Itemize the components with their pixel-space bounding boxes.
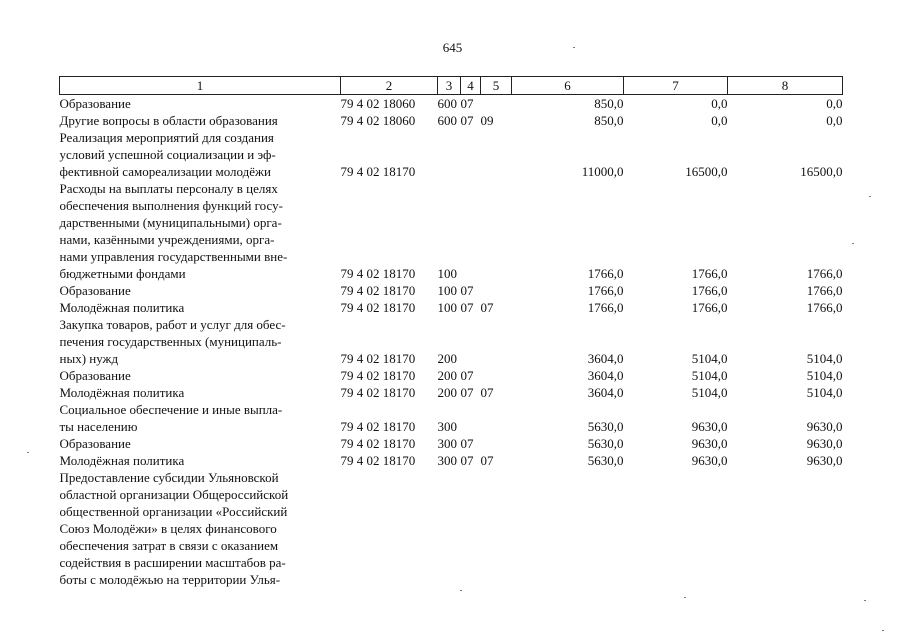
scan-speck [573,47,575,48]
row-name [60,299,341,316]
amount-col-8: 5104,0 [806,351,843,366]
section [461,180,481,282]
target-code: 79 4 02 18170 [340,164,416,179]
column-header: 1 [60,77,341,95]
expense-type: 300 [437,436,457,451]
row-name-line: дарственными (муниципальными) орга- [59,215,282,230]
subsection [481,469,512,588]
amount-col-7: 1766,0 [691,266,728,281]
expense-type: 100 [437,266,457,281]
amount-col-6: 850,0 [594,96,624,111]
amount-col-7: 5104,0 [691,351,728,366]
scan-speck [852,243,854,244]
amount-col-7: 5104,0 [691,368,728,383]
amount-col-6: 11000,0 [581,164,624,179]
amount-col-6: 5630,0 [587,419,624,434]
subsection: 07 [480,453,494,468]
row-name-line: Закупка товаров, работ и услуг для обес- [59,317,286,332]
subsection [481,367,512,384]
row-name-line: Образование [59,283,131,298]
page-number: 645 [442,40,463,55]
target-code: 79 4 02 18170 [340,385,416,400]
row-name-line: Другие вопросы в области образования [59,113,278,128]
target-code: 79 4 02 18170 [340,351,416,366]
row-name [60,282,341,299]
budget-table [59,76,843,588]
amount-col-6 [512,469,624,588]
row-name-line: обеспечения затрат в связи с оказанием [59,538,279,553]
section: 07 [460,96,474,111]
amount-col-6: 3604,0 [587,368,624,383]
row-name-line: Молодёжная политика [59,385,185,400]
section: 07 [460,113,474,128]
amount-col-8: 1766,0 [806,300,843,315]
row-name [60,316,341,367]
scan-speck [684,597,686,598]
scan-speck [869,196,871,197]
column-header: 7 [624,77,728,95]
expense-type: 600 [437,96,457,111]
expense-type: 200 [437,351,457,366]
subsection [481,129,512,180]
table-row [60,469,843,588]
section [461,401,481,435]
row-name-line: условий успешной социализации и эф- [59,147,276,162]
expense-type: 200 [437,385,457,400]
column-header: 5 [481,77,512,95]
row-name-line: Молодёжная политика [59,453,185,468]
amount-col-6: 1766,0 [587,266,624,281]
row-name-line: печения государственных (муниципаль- [59,334,282,349]
table-row [60,129,843,180]
target-code: 79 4 02 18060 [340,113,416,128]
subsection [481,180,512,282]
row-name-line: нами управления государственными вне- [59,249,288,264]
table-row [60,367,843,384]
expense-type [438,469,461,588]
row-name [60,180,341,282]
amount-col-7: 16500,0 [685,164,728,179]
amount-col-7 [624,469,728,588]
table-row [60,384,843,401]
target-code [341,469,438,588]
target-code: 79 4 02 18170 [340,300,416,315]
scan-speck [27,452,29,453]
row-name-line: ных) нужд [59,351,119,366]
row-name-line: Союз Молодёжи» в целях финансового [59,521,277,536]
amount-col-8: 0,0 [826,96,843,111]
row-name-line: фективной самореализации молодёжи [59,164,271,179]
table-row [60,435,843,452]
amount-col-6: 3604,0 [587,351,624,366]
subsection: 07 [480,385,494,400]
subsection [481,95,512,113]
expense-type: 200 [437,368,457,383]
scan-speck [864,600,866,601]
amount-col-8: 1766,0 [806,266,843,281]
row-name-line: Молодёжная политика [59,300,185,315]
row-name-line: Образование [59,436,131,451]
subsection [481,316,512,367]
target-code: 79 4 02 18170 [340,368,416,383]
scan-speck [460,590,462,591]
section [461,469,481,588]
row-name [60,384,341,401]
column-number-row [60,77,843,95]
row-name-line: содействия в расширении масштабов ра- [59,555,286,570]
expense-type: 100 [437,300,457,315]
section: 07 [460,385,474,400]
subsection: 09 [480,113,494,128]
row-name-line: областной организации Общероссийской [59,487,289,502]
row-name-line: Социальное обеспечение и иные выпла- [59,402,283,417]
section [461,129,481,180]
amount-col-8: 5104,0 [806,385,843,400]
amount-col-7: 0,0 [711,113,728,128]
table-row [60,95,843,113]
row-name-line: Образование [59,96,131,111]
amount-col-8: 9630,0 [806,453,843,468]
column-header: 3 [438,77,461,95]
target-code: 79 4 02 18170 [340,453,416,468]
target-code: 79 4 02 18170 [340,419,416,434]
amount-col-7: 9630,0 [691,436,728,451]
amount-col-8 [728,469,843,588]
row-name [60,367,341,384]
subsection [481,401,512,435]
section: 07 [460,453,474,468]
expense-type: 300 [437,419,457,434]
amount-col-6: 1766,0 [587,300,624,315]
subsection: 07 [480,300,494,315]
table-row [60,180,843,282]
column-header: 4 [461,77,481,95]
amount-col-8: 1766,0 [806,283,843,298]
row-name [60,435,341,452]
row-name [60,452,341,469]
table-row [60,316,843,367]
amount-col-7: 9630,0 [691,453,728,468]
row-name-line: Образование [59,368,131,383]
amount-col-7: 9630,0 [691,419,728,434]
table-body [60,95,843,589]
column-header: 6 [512,77,624,95]
target-code: 79 4 02 18170 [340,436,416,451]
row-name [60,95,341,113]
amount-col-8: 16500,0 [800,164,843,179]
section [461,316,481,367]
section: 07 [460,368,474,383]
row-name-line: Предоставление субсидии Ульяновской [59,470,279,485]
row-name-line: боты с молодёжью на территории Улья- [59,572,281,587]
table-row [60,112,843,129]
amount-col-6: 3604,0 [587,385,624,400]
target-code: 79 4 02 18170 [340,283,416,298]
section: 07 [460,436,474,451]
expense-type: 600 [437,113,457,128]
table-row [60,452,843,469]
amount-col-7: 0,0 [711,96,728,111]
row-name [60,469,341,588]
scan-speck [882,630,884,631]
row-name [60,112,341,129]
expense-type: 100 [437,283,457,298]
row-name-line: Реализация мероприятий для создания [59,130,274,145]
expense-type [438,129,461,180]
row-name-line: нами, казёнными учреждениями, орга- [59,232,275,247]
row-name-line: бюджетными фондами [59,266,186,281]
amount-col-8: 9630,0 [806,419,843,434]
amount-col-8: 5104,0 [806,368,843,383]
amount-col-6: 5630,0 [587,453,624,468]
column-header: 8 [728,77,843,95]
target-code: 79 4 02 18170 [340,266,416,281]
subsection [481,435,512,452]
amount-col-6: 850,0 [594,113,624,128]
column-header: 2 [341,77,438,95]
amount-col-7: 1766,0 [691,300,728,315]
row-name-line: обеспечения выполнения функций госу- [59,198,283,213]
amount-col-7: 1766,0 [691,283,728,298]
row-name [60,401,341,435]
table-row [60,401,843,435]
row-name-line: общественной организации «Российский [59,504,288,519]
expense-type: 300 [437,453,457,468]
amount-col-7: 5104,0 [691,385,728,400]
table-row [60,282,843,299]
row-name [60,129,341,180]
amount-col-6: 5630,0 [587,436,624,451]
amount-col-6: 1766,0 [587,283,624,298]
target-code: 79 4 02 18060 [340,96,416,111]
subsection [481,282,512,299]
section: 07 [460,300,474,315]
row-name-line: ты населению [59,419,138,434]
table-row [60,299,843,316]
amount-col-8: 9630,0 [806,436,843,451]
section: 07 [460,283,474,298]
amount-col-8: 0,0 [826,113,843,128]
row-name-line: Расходы на выплаты персоналу в целях [59,181,278,196]
